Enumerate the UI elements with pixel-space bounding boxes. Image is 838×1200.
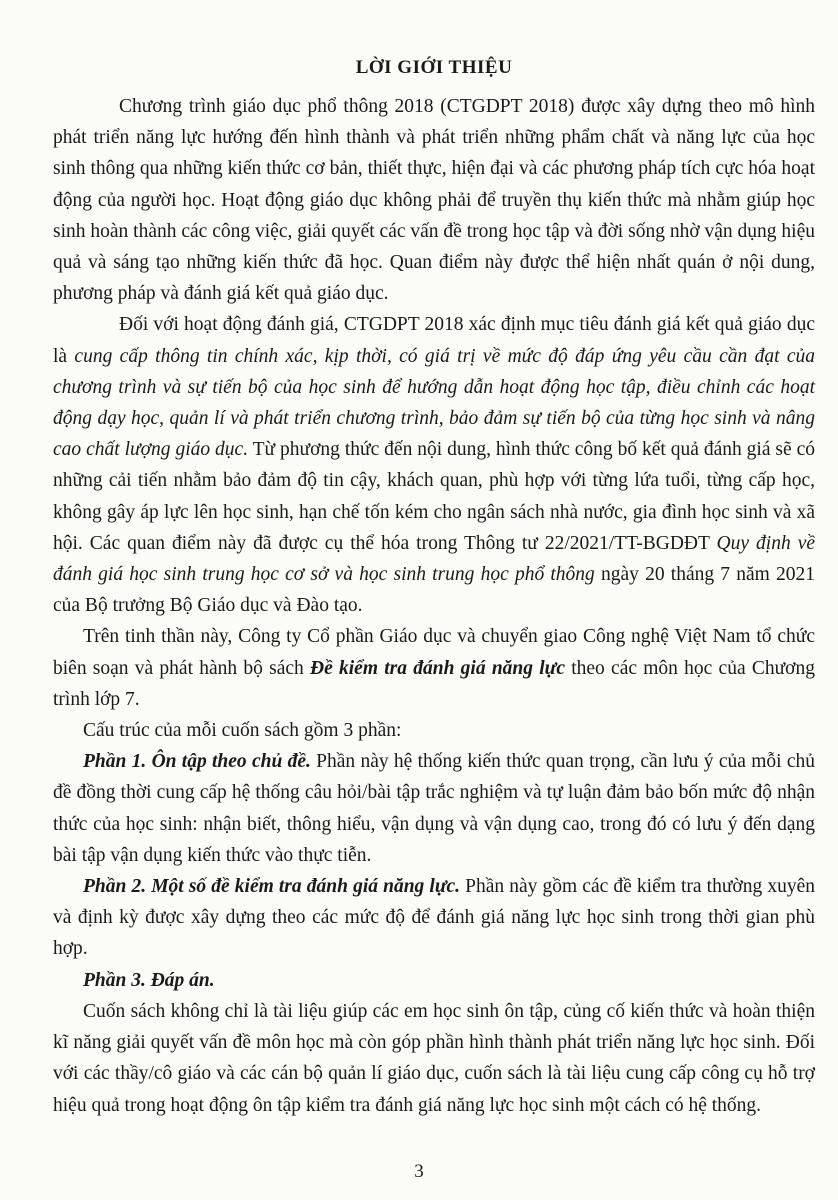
page-content xyxy=(53,52,815,1121)
part-1-text: Phần này hệ thống kiến thức quan trọng, cần lưu ý của mỗi chủ đề đồng thời cung cấp hệ thống câu hỏi/bài tập trắc nghiệm và tự luận đảm bảo bốn mức độ nhận thức của học sinh: nhận biết, thông hiểu, vận dụng và vận dụng cao, trong đó có lưu ý đến dạng bài tập vận dụng kiến thức vào thực tiễn. xyxy=(53,751,815,866)
part-2-heading: Phần 2. Một số đề kiểm tra đánh giá năng lực. xyxy=(83,876,461,898)
paragraph-3-text-a: Trên tinh thần này, Công ty Cổ phần Giáo dục và chuyển giao Công nghệ Việt Nam tổ chức biên soạn và phát hành bộ sách xyxy=(53,626,815,679)
paragraph-3-text-c: theo các môn học của Chương trình lớp 7. xyxy=(53,657,815,710)
part-2-paragraph xyxy=(53,871,815,965)
book-series-title: Đề kiểm tra đánh giá năng lực xyxy=(310,657,565,679)
page-title: LỜI GIỚI THIỆU xyxy=(355,57,513,78)
paragraph-2-text-a: Đối với hoạt động đánh giá, CTGDPT 2018 xác định mục tiêu đánh giá kết quả giáo dục là xyxy=(53,314,815,367)
paragraph-2-italic-goal: cung cấp thông tin chính xác, kịp thời, có giá trị về mức độ đáp ứng yêu cầu cần đạt của chương trình và sự tiến bộ của học sinh để hướng dẫn hoạt động học tập, điều chỉnh các hoạt động dạy học, quản lí và phát triển chương trình, bảo đảm sự tiến bộ của từng học sinh và nâng cao chất lượng giáo dục. xyxy=(53,345,815,461)
intro-paragraph-3 xyxy=(53,621,815,715)
part-2-text: Phần này gồm các đề kiểm tra thường xuyên và định kỳ được xây dựng theo các mức độ để đánh giá năng lực học sinh trong thời gian phù hợp. xyxy=(53,876,815,960)
paragraph-2-italic-regulation: Quy định về đánh giá học sinh trung học cơ sở và học sinh trung học phổ thông xyxy=(53,532,816,586)
part-3-paragraph xyxy=(53,965,815,996)
closing-paragraph: Cuốn sách không chỉ là tài liệu giúp các em học sinh ôn tập, củng cố kiến thức và hoàn thiện kĩ năng giải quyết vấn đề môn học mà còn góp phần hình thành phát triển năng lực học sinh. Đối với các thầy/cô giáo và các cán bộ quản lí giáo dục, cuốn sách là tài liệu cung cấp công cụ hỗ trợ hiệu quả trong hoạt động ôn tập kiểm tra đánh giá năng lực học sinh một cách có hệ thống. xyxy=(53,1000,815,1116)
paragraph-2-text-e: ngày 20 tháng 7 năm 2021 của Bộ trưởng Bộ Giáo dục và Đào tạo. xyxy=(53,564,815,617)
paragraph-2-text-c: Từ phương thức đến nội dung, hình thức công bố kết quả đánh giá sẽ có những cải tiến nhằm bảo đảm độ tin cậy, khách quan, phù hợp với từng lứa tuổi, từng cấp học, không gây áp lực lên học sinh, hạn chế tốn kém cho ngân sách nhà nước, gia đình học sinh và xã hội. Các quan điểm này đã được cụ thể hóa trong Thông tư 22/2021/TT-BGDĐT xyxy=(53,439,815,554)
page-number: 3 xyxy=(414,1161,424,1182)
structure-intro: Cấu trúc của mỗi cuốn sách gồm 3 phần: xyxy=(83,720,402,742)
intro-paragraph-2 xyxy=(53,309,815,621)
part-3-heading: Phần 3. Đáp án. xyxy=(83,969,215,991)
intro-paragraph-1: Chương trình giáo dục phổ thông 2018 (CTGDPT 2018) được xây dựng theo mô hình phát triển năng lực hướng đến hình thành và phát triển những phẩm chất và năng lực của học sinh thông qua những kiến thức cơ bản, thiết thực, hiện đại và các phương pháp tích cực hóa hoạt động của người học. Hoạt động giáo dục không phải để truyền thụ kiến thức mà nhằm giúp học sinh hoàn thành các công việc, giải quyết các vấn đề trong học tập và đời sống nhờ vận dụng hiệu quả và sáng tạo những kiến thức đã học. Quan điểm này được thể hiện nhất quán ở nội dung, phương pháp và đánh giá kết quả giáo dục. xyxy=(53,96,815,305)
part-1-paragraph xyxy=(53,746,815,871)
part-1-heading: Phần 1. Ôn tập theo chủ đề. xyxy=(83,751,311,773)
